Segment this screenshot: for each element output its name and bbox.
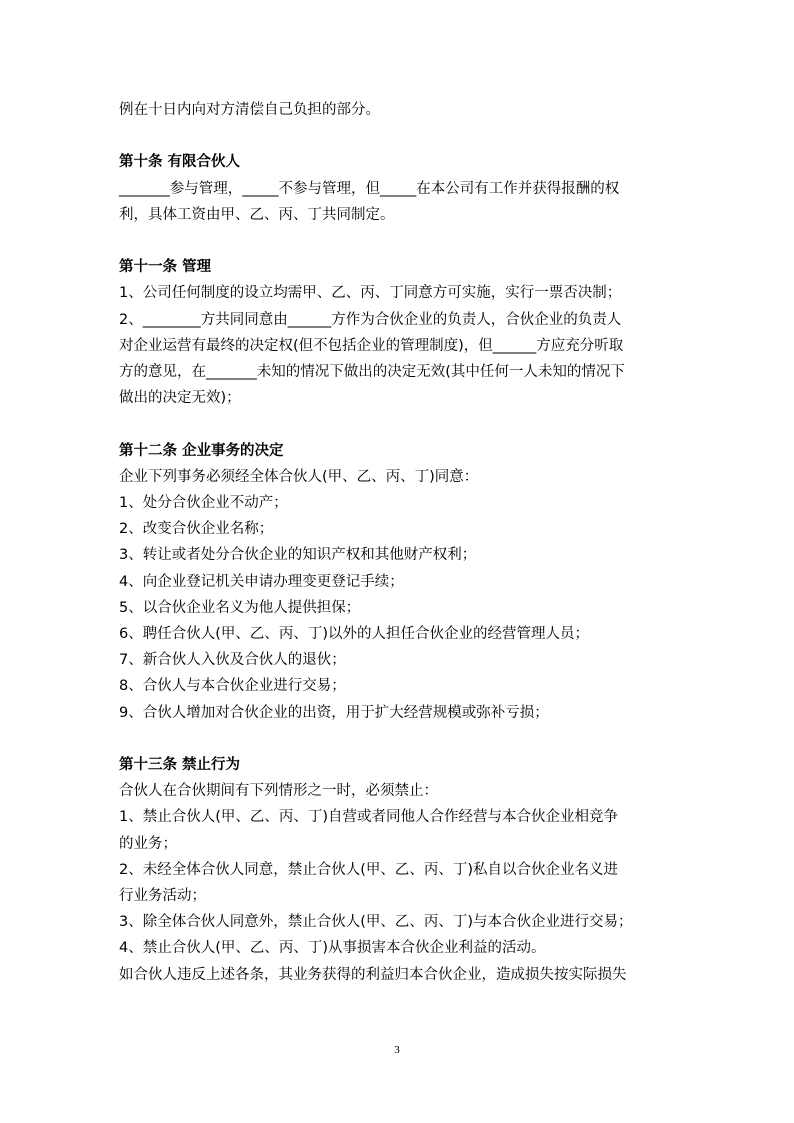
- section-11-line: 方的意见，在_______未知的情况下做出的决定无效(其中任何一人未知的情况下: [119, 364, 625, 380]
- section-12-line: 4、向企业登记机关申请办理变更登记手续；: [119, 573, 404, 590]
- section-13-line: 的业务；: [119, 835, 177, 852]
- section-11: [119, 254, 679, 411]
- section-10-line: 利，具体工资由甲、乙、丙、丁共同制定。: [119, 206, 395, 223]
- section-gap: [119, 228, 679, 254]
- section-11-title: 第十一条 管理: [119, 259, 212, 276]
- section-gap: [119, 726, 679, 752]
- section-12: [119, 438, 679, 726]
- section-13-line: 4、禁止合伙人(甲、乙、丙、丁)从事损害本合伙企业利益的活动。: [119, 940, 546, 957]
- section-10-title: 第十条 有限合伙人: [119, 154, 241, 171]
- section-13-line: 3、除全体合伙人同意外，禁止合伙人(甲、乙、丙、丁)与本合伙企业进行交易；: [119, 914, 633, 931]
- section-10-line: _______参与管理，_____不参与管理，但_____在本公司有工作并获得报酬的权: [119, 180, 620, 197]
- section-12-line: 1、处分合伙企业不动产；: [119, 495, 288, 511]
- section-12-line: 3、转让或者处分合伙企业的知识产权和其他财产权利；: [119, 547, 477, 564]
- section-11-line: 1、公司任何制度的设立均需甲、乙、丙、丁同意方可实施，实行一票否决制；: [119, 285, 622, 302]
- section-13: [119, 752, 679, 988]
- section-gap: [119, 123, 679, 149]
- section-13-line: 1、禁止合伙人(甲、乙、丙、丁)自营或者同他人合作经营与本合伙企业相竞争: [119, 809, 619, 826]
- section-10: [119, 149, 679, 228]
- section-13-line: 行业务活动；: [119, 888, 206, 905]
- section-12-line: 2、改变合伙企业名称；: [119, 521, 274, 538]
- section-12-line: 9、合伙人增加对合伙企业的出资，用于扩大经营规模或弥补亏损；: [119, 704, 549, 721]
- section-13-line: 2、未经全体合伙人同意，禁止合伙人(甲、乙、丙、丁)私自以合伙企业名义进: [119, 861, 619, 878]
- section-12-line: 6、聘任合伙人(甲、乙、丙、丁)以外的人担任合伙企业的经营管理人员；: [119, 626, 590, 643]
- section-13-line: 如合伙人违反上述各条，其业务获得的利益归本合伙企业，造成损失按实际损失: [119, 966, 627, 983]
- section-13-line: 合伙人在合伙期间有下列情形之一时，必须禁止：: [119, 783, 438, 800]
- section-12-line: 企业下列事务必须经全体合伙人(甲、乙、丙、丁)同意：: [119, 468, 479, 485]
- document-body: [119, 97, 679, 988]
- section-11-line: 做出的决定无效)；: [119, 390, 241, 407]
- section-12-line: 8、合伙人与本合伙企业进行交易；: [119, 678, 346, 695]
- intro-line: 例在十日内向对方清偿自己负担的部分。: [119, 102, 380, 118]
- section-11-line: 2、________方共同同意由______方作为合伙企业的负责人，合伙企业的负责人: [119, 311, 622, 328]
- section-12-title: 第十二条 企业事务的决定: [119, 442, 284, 459]
- section-gap: [119, 411, 679, 437]
- section-13-title: 第十三条 禁止行为: [119, 757, 241, 774]
- section-12-line: 5、以合伙企业名义为他人提供担保；: [119, 599, 361, 616]
- section-12-line: 7、新合伙人入伙及合伙人的退伙；: [119, 652, 346, 669]
- section-11-line: 对企业运营有最终的决定权(但不包括企业的管理制度)，但______方应充分听取: [119, 337, 624, 354]
- page-number: 3: [394, 1044, 400, 1056]
